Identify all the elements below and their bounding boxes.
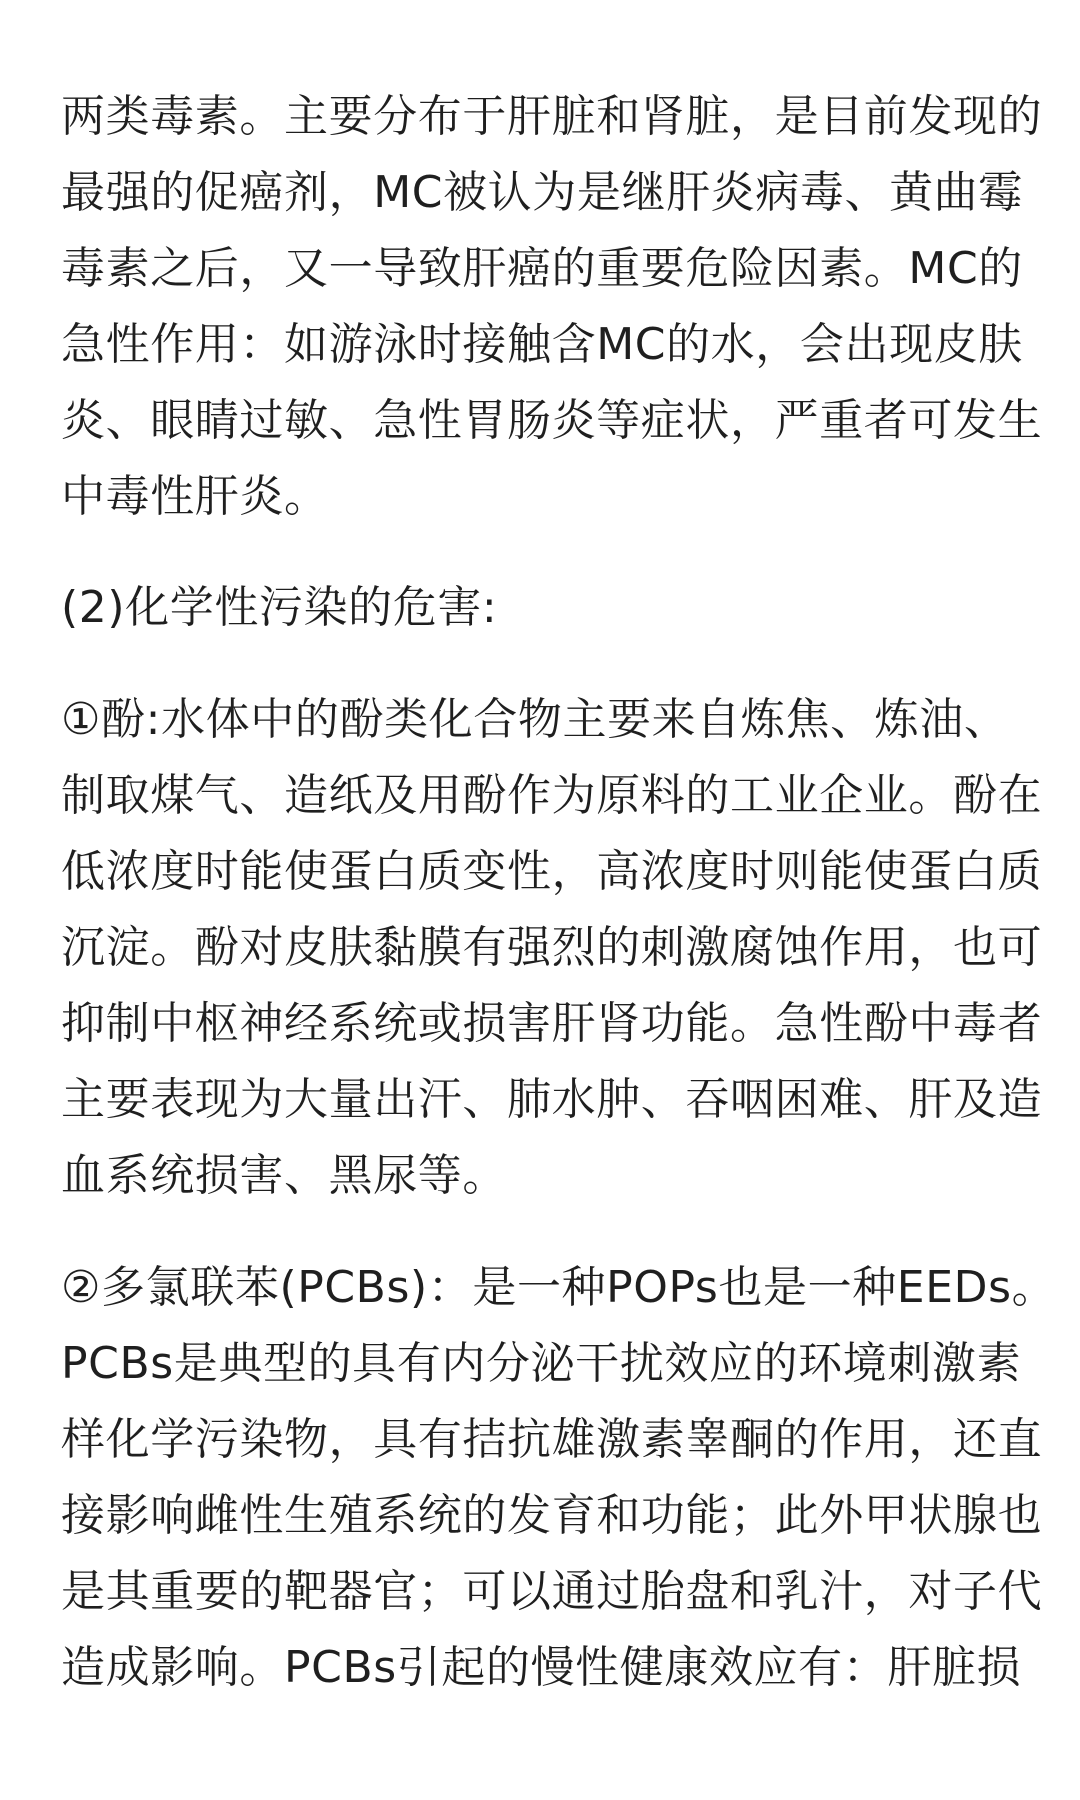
text-line: 毒素之后，又一导致肝癌的重要危险因素。MC的 [61,243,1023,294]
text-line: 低浓度时能使蛋白质变性，高浓度时则能使蛋白质 [61,846,1043,897]
text-line: 沉淀。酚对皮肤黏膜有强烈的刺激腐蚀作用，也可 [61,922,1043,973]
text-line: 制取煤气、造纸及用酚作为原料的工业企业。酚在 [61,770,1043,821]
text-line: 样化学污染物，具有拮抗雄激素睾酮的作用，还直 [61,1414,1043,1465]
text-line: ①酚:水体中的酚类化合物主要来自炼焦、炼油、 [61,694,1009,745]
text-line: 炎、眼睛过敏、急性胃肠炎等症状，严重者可发生 [61,395,1043,446]
text-line: 主要表现为大量出汗、肺水肿、吞咽困难、肝及造 [61,1074,1043,1125]
text-line: 急性作用：如游泳时接触含MC的水，会出现皮肤 [61,319,1023,370]
section-heading: (2)化学性污染的危害: [61,582,498,633]
text-line: 血系统损害、黑尿等。 [61,1150,507,1201]
text-line: 最强的促癌剂，MC被认为是继肝炎病毒、黄曲霉 [61,167,1023,218]
text-line: 造成影响。PCBs引起的慢性健康效应有：肝脏损 [61,1642,1022,1693]
text-line: 是其重要的靶器官；可以通过胎盘和乳汁，对子代 [61,1566,1043,1617]
text-line: 中毒性肝炎。 [61,471,329,522]
text-line: 两类毒素。主要分布于肝脏和肾脏，是目前发现的 [61,91,1043,142]
text-line: ②多氯联苯(PCBs)：是一种POPs也是一种EEDs。 [61,1262,1057,1313]
text-line: 接影响雌性生殖系统的发育和功能；此外甲状腺也 [61,1490,1043,1541]
text-line: PCBs是典型的具有内分泌干扰效应的环境刺激素 [61,1338,1022,1389]
text-line: 抑制中枢神经系统或损害肝肾功能。急性酚中毒者 [61,998,1043,1049]
